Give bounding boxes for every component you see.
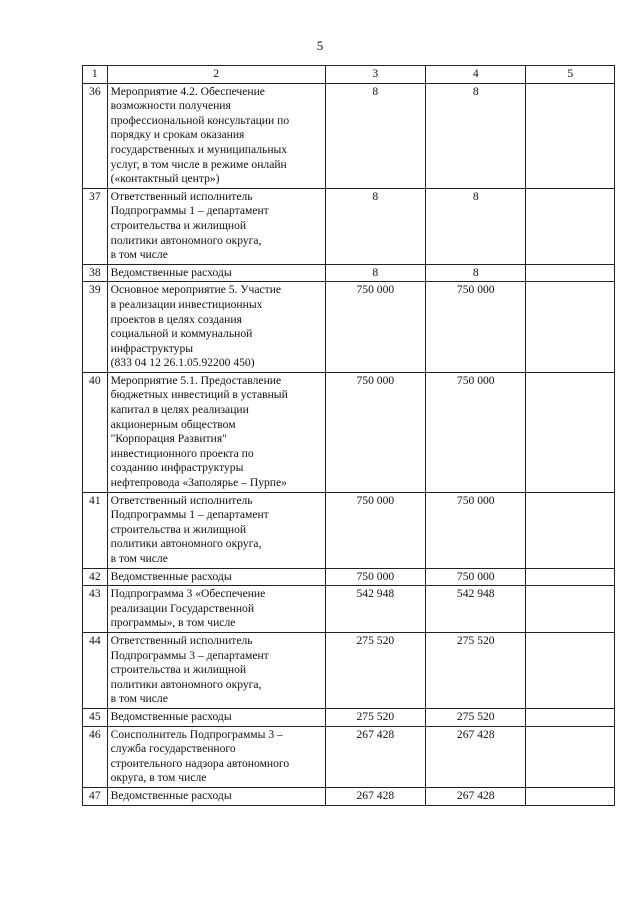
page-number: 5 — [316, 38, 324, 53]
table-row — [83, 568, 615, 586]
description-line: капитал в целях реализации — [110, 403, 249, 417]
row-number: 41 — [83, 492, 108, 568]
row-number: 42 — [83, 568, 108, 586]
description-line: Ответственный исполнитель — [110, 633, 253, 647]
description-line: возможности получения — [110, 99, 231, 113]
description-line: политики автономного округа, — [110, 677, 262, 691]
description-line: политики автономного округа, — [110, 233, 262, 247]
row-value-c5 — [526, 708, 615, 726]
row-number: 45 — [83, 708, 108, 726]
row-value-c4: 750 000 — [426, 568, 526, 586]
row-description — [107, 726, 325, 787]
description-line: служба государственного — [110, 742, 236, 756]
description-line: бюджетных инвестиций в уставный — [110, 388, 288, 402]
table-body — [83, 83, 615, 805]
description-line: инвестиционного проекта по — [110, 446, 254, 460]
row-description — [107, 568, 325, 586]
row-value-c4: 542 948 — [426, 586, 526, 633]
table-row — [83, 83, 615, 188]
row-description — [107, 264, 325, 282]
description-line: строительства и жилищной — [110, 522, 247, 536]
description-line: в том числе — [110, 552, 168, 565]
budget-table — [82, 65, 615, 806]
description-line: в реализации инвестиционных — [110, 297, 263, 311]
row-value-c3: 267 428 — [325, 726, 425, 787]
description-line: (833 04 12 26.1.05.92200 450) — [110, 356, 255, 370]
row-value-c5 — [526, 632, 615, 708]
row-value-c4: 275 520 — [426, 632, 526, 708]
table-row — [83, 586, 615, 633]
description-line: строительного надзора автономного — [110, 756, 290, 770]
row-value-c3: 750 000 — [325, 492, 425, 568]
row-value-c3: 8 — [325, 264, 425, 282]
description-line: акционерным обществом — [110, 417, 236, 431]
description-line: Ведомственные расходы — [110, 265, 232, 279]
description-line: Ответственный исполнитель — [110, 189, 253, 203]
row-number: 36 — [83, 83, 108, 188]
header-col-1: 1 — [83, 66, 108, 84]
row-number: 44 — [83, 632, 108, 708]
row-value-c5 — [526, 787, 615, 805]
row-value-c4: 8 — [426, 264, 526, 282]
row-value-c5 — [526, 282, 615, 373]
row-value-c5 — [526, 726, 615, 787]
description-line: округа, в том числе — [110, 771, 207, 785]
description-line: Ведомственные расходы — [110, 569, 232, 583]
description-line: профессиональной консультации по — [110, 113, 290, 127]
table-row — [83, 632, 615, 708]
description-line: государственных и муниципальных — [110, 142, 288, 156]
row-value-c5 — [526, 568, 615, 586]
row-value-c3: 8 — [325, 188, 425, 264]
row-value-c4: 8 — [426, 83, 526, 188]
description-line: проектов в целях создания — [110, 312, 242, 326]
description-line: («контактный центр») — [110, 172, 220, 186]
row-description — [107, 492, 325, 568]
row-value-c3: 275 520 — [325, 632, 425, 708]
description-line: созданию инфраструктуры — [110, 461, 244, 475]
table-row — [83, 787, 615, 805]
description-line: инфраструктуры — [110, 341, 194, 355]
row-number: 37 — [83, 188, 108, 264]
row-number: 46 — [83, 726, 108, 787]
row-description — [107, 83, 325, 188]
description-line: порядку и срокам оказания — [110, 128, 245, 142]
row-value-c4: 750 000 — [426, 492, 526, 568]
row-value-c3: 750 000 — [325, 372, 425, 492]
row-value-c5 — [526, 264, 615, 282]
description-line: в том числе — [110, 692, 168, 706]
row-description — [107, 586, 325, 633]
row-value-c5 — [526, 492, 615, 568]
description-line: Подпрограммы 3 – департамент — [110, 648, 269, 662]
description-line: Мероприятие 5.1. Предоставление — [110, 373, 282, 387]
row-description — [107, 632, 325, 708]
header-col-3: 3 — [325, 66, 425, 84]
row-value-c5 — [526, 83, 615, 188]
description-line: политики автономного округа, — [110, 537, 262, 551]
row-value-c5 — [526, 188, 615, 264]
description-line: социальной и коммунальной — [110, 327, 253, 341]
row-value-c5 — [526, 372, 615, 492]
row-number: 43 — [83, 586, 108, 633]
table-header-row — [83, 66, 615, 84]
row-description — [107, 708, 325, 726]
row-value-c4: 750 000 — [426, 372, 526, 492]
row-number: 39 — [83, 282, 108, 373]
row-description — [107, 372, 325, 492]
description-line: Соисполнитель Подпрограммы 3 – — [110, 727, 283, 741]
row-value-c4: 275 520 — [426, 708, 526, 726]
table-row — [83, 726, 615, 787]
description-line: Ответственный исполнитель — [110, 493, 253, 507]
row-value-c3: 8 — [325, 83, 425, 188]
description-line: Ведомственные расходы — [110, 788, 232, 802]
table-row — [83, 264, 615, 282]
row-number: 40 — [83, 372, 108, 492]
header-col-4: 4 — [426, 66, 526, 84]
description-line: в том числе — [110, 248, 168, 262]
row-value-c3: 267 428 — [325, 787, 425, 805]
description-line: Подпрограммы 1 – департамент — [110, 508, 269, 522]
row-value-c3: 275 520 — [325, 708, 425, 726]
header-col-2: 2 — [107, 66, 325, 84]
row-number: 38 — [83, 264, 108, 282]
row-value-c4: 267 428 — [426, 787, 526, 805]
description-line: Подпрограммы 1 – департамент — [110, 204, 269, 218]
description-line: Мероприятие 4.2. Обеспечение — [110, 84, 265, 98]
row-description — [107, 787, 325, 805]
row-value-c3: 542 948 — [325, 586, 425, 633]
description-line: строительства и жилищной — [110, 218, 247, 232]
row-value-c4: 8 — [426, 188, 526, 264]
row-number: 47 — [83, 787, 108, 805]
row-value-c4: 750 000 — [426, 282, 526, 373]
description-line: строительства и жилищной — [110, 663, 247, 677]
description-line: Подпрограмма 3 «Обеспечение — [110, 587, 266, 601]
header-col-5: 5 — [526, 66, 615, 84]
table-row — [83, 188, 615, 264]
row-description — [107, 282, 325, 373]
description-line: Ведомственные расходы — [110, 709, 232, 723]
table-row — [83, 372, 615, 492]
row-value-c4: 267 428 — [426, 726, 526, 787]
description-line: реализации Государственной — [110, 601, 255, 615]
description-line: "Корпорация Развития" — [110, 432, 227, 446]
row-value-c5 — [526, 586, 615, 633]
table-row — [83, 708, 615, 726]
description-line: услуг, в том числе в режиме онлайн — [110, 157, 287, 171]
row-value-c3: 750 000 — [325, 282, 425, 373]
description-line: нефтепровода «Заполярье – Пурпе» — [110, 476, 287, 490]
table-row — [83, 492, 615, 568]
row-description — [107, 188, 325, 264]
table-row — [83, 282, 615, 373]
row-value-c3: 750 000 — [325, 568, 425, 586]
description-line: программы», в том числе — [110, 616, 236, 630]
description-line: Основное мероприятие 5. Участие — [110, 283, 282, 297]
